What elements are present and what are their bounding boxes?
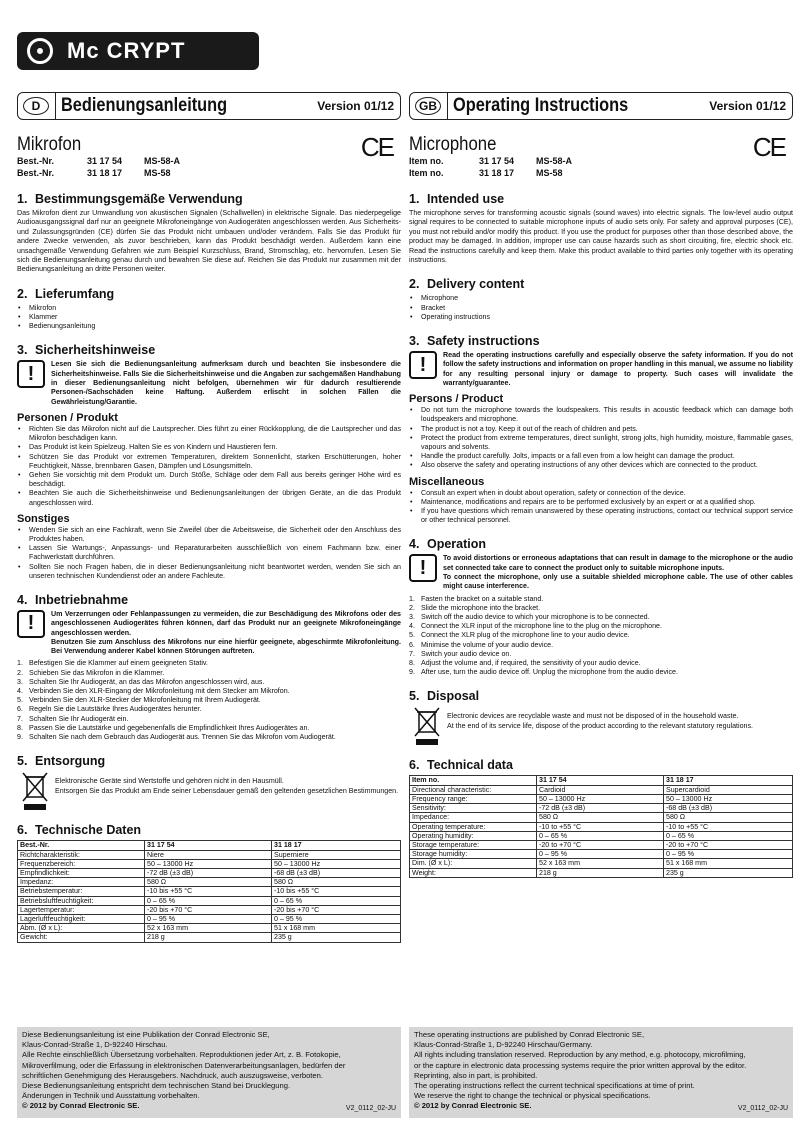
section-heading: 2. Lieferumfang (17, 286, 115, 301)
table-cell: 50 – 13000 Hz (537, 794, 664, 803)
table-cell: 580 Ω (145, 878, 272, 887)
intended-use-text: The microphone serves for transforming acoustic signals (sound waves) into electric signals. The low-level audio output signal requires to be connected to suitable microphone inputs of audio sets only. For safety and approval purposes (CE), you must not rebuild and/or modify this product. If you use the product for purposes other than those described above, the product may be damaged. In addition, improper use can cause hazards such as short circuiting, fire, electric shock etc. Read the instructions carefully and keep them. Make this product available to third parties only together with its operating instructions. (409, 209, 793, 265)
table-cell: 218 g (145, 933, 272, 942)
item-row: Item no. 31 17 54 MS-58-A (409, 156, 573, 166)
list-item: • Gehen Sie vorsichtig mit dem Produkt um. Durch Stöße, Schläge oder dem Fall aus bereits geringer Höhe wird es beschädigt. (17, 471, 401, 489)
section-heading: 2. Delivery content (409, 277, 525, 292)
table-header-row (410, 776, 793, 785)
section-heading: 1. Bestimmungsgemäße Verwendung (17, 192, 243, 206)
ce-mark-icon: CE (752, 132, 785, 162)
warning-icon: ! (409, 351, 437, 379)
copyright: © 2012 by Conrad Electronic SE. (22, 1101, 140, 1111)
list-item: • Maintenance, modifications and repairs are to be performed exclusively by an expert or at a qualified shop. (409, 498, 793, 507)
language-badge: D (23, 97, 49, 115)
table-cell: 580 Ω (272, 878, 401, 887)
table-cell: 51 x 168 mm (664, 859, 793, 868)
table-row (410, 840, 793, 849)
table-cell: 50 – 13000 Hz (272, 859, 401, 868)
table-cell: Dim. (Ø x L): (410, 859, 537, 868)
warning-box: ! Um Verzerrungen oder Fehlanpassungen zu vermeiden, die zur Beschädigung des Mikrofons oder des angeschlossenen Audiogerätes führen können, darf das Produkt nur an geeignete Mikrofoneingänge angeschlossen werden. Benutzen Sie zum Anschluss des Mikrofons nur eine hierfür geeignete, abgeschirmte Mikrofonleitung. Bei Verwendung anderer Kabel können Störungen auftreten. (17, 610, 401, 656)
operation-steps (409, 595, 793, 678)
table-cell: Frequenzbereich: (18, 859, 145, 868)
list-item: • If you have questions which remain unanswered by these operating instructions, contact our technical support service or other technical personnel. (409, 507, 793, 525)
table-cell: Operating humidity: (410, 831, 537, 840)
list-item: • The product is not a toy. Keep it out of the reach of children and pets. (409, 425, 793, 434)
table-cell: 580 Ω (664, 813, 793, 822)
table-cell: Superniere (272, 850, 401, 859)
list-item: • Bracket (409, 304, 793, 313)
table-cell: 235 g (272, 933, 401, 942)
table-cell: 0 – 95 % (145, 914, 272, 923)
table-cell: Empfindlichkeit: (18, 868, 145, 877)
list-item: 5. Connect the XLR plug of the microphone line to your audio device. (409, 631, 630, 640)
table-cell: -10 to +55 °C (537, 822, 664, 831)
crossed-bin-icon (21, 771, 49, 811)
warning-icon: ! (17, 610, 45, 638)
table-cell: 50 – 13000 Hz (145, 859, 272, 868)
table-cell: 0 – 95 % (537, 850, 664, 859)
table-cell: -10 bis +55 °C (272, 887, 401, 896)
table-row (18, 887, 401, 896)
table-cell: 31 17 54 (537, 776, 664, 785)
table-cell: Storage temperature: (410, 840, 537, 849)
header-title: Bedienungsanleitung (61, 95, 228, 116)
crossed-bin-icon (413, 706, 441, 746)
header-divider (447, 92, 448, 120)
table-cell: 31 18 17 (664, 776, 793, 785)
section-header (409, 92, 793, 120)
disposal-block: Electronic devices are recyclable waste and must not be disposed of in the household waste. At the end of its service life, dispose of the product according to the relevant statutory regulations. (409, 706, 793, 746)
table-cell: -20 to +70 °C (537, 840, 664, 849)
table-cell: Cardioid (537, 785, 664, 794)
table-cell: -10 bis +55 °C (145, 887, 272, 896)
table-cell: Niere (145, 850, 272, 859)
table-header-row (18, 841, 401, 850)
table-cell: Abm. (Ø x L): (18, 924, 145, 933)
item-row: Item no. 31 18 17 MS-58 (409, 168, 563, 178)
table-cell: Betriebstemperatur: (18, 887, 145, 896)
table-row (18, 850, 401, 859)
list-item: 8. Passen Sie die Lautstärke und gegebenenfalls die Empfindlichkeit Ihres Audiogerätes an. (17, 723, 310, 732)
list-item: 6. Regeln Sie die Lautstärke Ihres Audiogerätes herunter. (17, 705, 202, 714)
list-item: 2. Slide the microphone into the bracket. (409, 603, 541, 612)
section-heading: 1. Intended use (409, 192, 505, 206)
table-row (18, 924, 401, 933)
section-heading: 4. Operation (409, 537, 487, 552)
german-column (17, 92, 401, 943)
section-heading: 3. Sicherheitshinweise (17, 343, 156, 358)
table-row (18, 896, 401, 905)
table-cell: 52 x 163 mm (145, 924, 272, 933)
operation-steps (17, 659, 401, 742)
version-label: Version 01/12 (709, 99, 786, 113)
list-item: 8. Adjust the volume and, if required, the sensitivity of your audio device. (409, 659, 641, 668)
list-item: • Microphone (409, 294, 793, 303)
list-item: • Sollten Sie noch Fragen haben, die in dieser Bedienungsanleitung nicht beantwortet werden, wenden Sie sich an unseren technischen Kundendienst oder an andere Fachleute. (17, 563, 401, 581)
list-item: • Mikrofon (17, 304, 401, 313)
table-row (410, 850, 793, 859)
table-cell: Item no. (410, 776, 537, 785)
misc-list (409, 489, 793, 526)
table-cell: 0 – 65 % (145, 896, 272, 905)
table-row (18, 905, 401, 914)
list-item: • Richten Sie das Mikrofon nicht auf die Lautsprecher. Dies führt zu einer Rückkopplung, die die Lautsprecher und das Mikrofon beschädigen kann. (17, 425, 401, 443)
list-item: • Operating instructions (409, 313, 793, 322)
warning-box: ! Lesen Sie sich die Bedienungsanleitung aufmerksam durch und beachten Sie insbesondere die Sicherheitshinweise. Falls Sie die Sicherheitshinweise und die Angaben zur sachgemäßen Handhabung in dieser Bedienungsanleitung nicht befolgen, übernehmen wir für dadurch resultierende Personen-/Sachschäden keine Haftung. Außerdem erlischt in solchen Fällen die Gewährleistung/Garantie. (17, 360, 401, 406)
list-item: • Bedienungsanleitung (17, 322, 401, 331)
table-cell: -20 bis +70 °C (145, 905, 272, 914)
table-cell: Lagerluftfeuchtigkeit: (18, 914, 145, 923)
list-item: • Das Produkt ist kein Spielzeug. Halten Sie es von Kindern und Haustieren fern. (17, 443, 401, 452)
table-cell: 0 – 65 % (272, 896, 401, 905)
table-cell: 218 g (537, 868, 664, 877)
table-cell: Directional characteristic: (410, 785, 537, 794)
subheading: Personen / Produkt (17, 411, 118, 424)
table-cell: -72 dB (±3 dB) (537, 804, 664, 813)
english-column (409, 92, 793, 878)
safety-list (17, 425, 401, 508)
section-heading: 6. Technische Daten (17, 823, 142, 838)
table-cell: Lagertemperatur: (18, 905, 145, 914)
version-label: Version 01/12 (317, 99, 394, 113)
list-item: • Protect the product from extreme temperatures, direct sunlight, strong jolts, high humidity, moisture, flammable gases, vapours and solvents. (409, 434, 793, 452)
list-item: • Do not turn the microphone towards the loudspeakers. This results in acoustic feedback which can damage both loudspeakers and microphone. (409, 406, 793, 424)
header-title: Operating Instructions (453, 95, 629, 116)
table-cell: 31 17 54 (145, 841, 272, 850)
list-item: 5. Verbinden Sie den XLR-Stecker der Mikrofonleitung mit Ihrem Audiogerät. (17, 696, 261, 705)
list-item: • Wenden Sie sich an eine Fachkraft, wenn Sie Zweifel über die Arbeitsweise, die Sicherheit oder den Anschluss des Produktes haben. (17, 526, 401, 544)
document-code: V2_0112_02-JU (737, 1104, 788, 1112)
table-cell: 0 – 65 % (664, 831, 793, 840)
technical-data-table (409, 775, 793, 877)
table-cell: Storage humidity: (410, 850, 537, 859)
warning-box: ! Read the operating instructions carefully and especially observe the safety information. If you do not follow the safety instructions and information on proper handling in this manual, we assume no liability for any resulting personal injury or damage to property. Such cases will invalidate the warranty/guarantee. (409, 351, 793, 388)
section-heading: 3. Safety instructions (409, 334, 540, 349)
section-heading: 4. Inbetriebnahme (17, 592, 129, 607)
technical-data-table (17, 840, 401, 942)
list-item: • Beachten Sie auch die Sicherheitshinweise und Bedienungsanleitungen der übrigen Geräte, an die das Produkt angeschlossen wird. (17, 489, 401, 507)
list-item: • Lassen Sie Wartungs-, Anpassungs- und Reparaturarbeiten ausschließlich von einem Fachmann bzw. einer Fachwerkstatt durchführen. (17, 544, 401, 562)
list-item: 3. Switch off the audio device to which your microphone is to be connected. (409, 613, 650, 622)
publisher-footer: Diese Bedienungsanleitung ist eine Publikation der Conrad Electronic SE, Klaus-Conrad-Straße 1, D-92240 Hirschau. Alle Rechte einschließlich Übersetzung vorbehalten. Reproduktionen jeder Art, z. B. Fotokopie, Mikroverfilmung, oder die Erfassung in elektronischen Datenverarbeitungsanlagen, bedürfen der schriftlichen Genehmigung des Herausgebers. Nachdruck, auch auszugsweise, verboten. Diese Bedienungsanleitung entspricht dem technischen Stand bei Drucklegung. Änderungen in Technik und Ausstattung vorbehalten. © 2012 by Conrad Electronic SE. V2_0112_02-JU (17, 1027, 401, 1118)
table-cell: 51 x 168 mm (272, 924, 401, 933)
list-item: 6. Minimise the volume of your audio device. (409, 640, 554, 649)
table-cell: 0 – 95 % (272, 914, 401, 923)
brand-logo (17, 32, 259, 70)
table-row (410, 822, 793, 831)
subheading: Persons / Product (409, 393, 504, 406)
table-cell: Richtcharakteristik: (18, 850, 145, 859)
misc-list (17, 526, 401, 581)
list-item: 9. After use, turn the audio device off. Unplug the microphone from the audio device. (409, 668, 678, 677)
delivery-list (409, 294, 793, 322)
section-heading: 5. Entsorgung (17, 754, 106, 769)
item-row: Best.-Nr. 31 18 17 MS-58 (17, 168, 171, 178)
subheading: Miscellaneous (409, 475, 485, 488)
list-item: 3. Schalten Sie Ihr Audiogerät, an das das Mikrofon angeschlossen wird, aus. (17, 677, 265, 686)
table-cell: 235 g (664, 868, 793, 877)
table-cell: Gewicht: (18, 933, 145, 942)
subheading: Sonstiges (17, 512, 70, 525)
table-row (410, 794, 793, 803)
list-item: 7. Switch your audio device on. (409, 649, 512, 658)
warning-icon: ! (17, 360, 45, 388)
list-item: 4. Verbinden Sie den XLR-Eingang der Mikrofonleitung mit dem Stecker am Mikrofon. (17, 687, 290, 696)
list-item: • Consult an expert when in doubt about operation, safety or connection of the device. (409, 489, 793, 498)
table-row (18, 914, 401, 923)
item-row: Best.-Nr. 31 17 54 MS-58-A (17, 156, 181, 166)
warning-icon: ! (409, 554, 437, 582)
table-cell: -20 bis +70 °C (272, 905, 401, 914)
table-row (18, 933, 401, 942)
table-cell: Supercardioid (664, 785, 793, 794)
safety-list (409, 406, 793, 470)
list-item: 1. Fasten the bracket on a suitable stand. (409, 594, 544, 603)
language-badge: GB (415, 97, 441, 115)
list-item: 2. Schieben Sie das Mikrofon in die Klammer. (17, 668, 165, 677)
list-item: • Handle the product carefully. Jolts, impacts or a fall even from a low height can damage the product. (409, 452, 793, 461)
table-cell: Frequency range: (410, 794, 537, 803)
table-row (18, 868, 401, 877)
table-row (410, 868, 793, 877)
table-row (410, 785, 793, 794)
table-row (410, 804, 793, 813)
table-row (410, 859, 793, 868)
table-cell: Impedance: (410, 813, 537, 822)
table-cell: 31 18 17 (272, 841, 401, 850)
table-cell: -68 dB (±3 dB) (664, 804, 793, 813)
section-heading: 6. Technical data (409, 758, 513, 773)
product-title: Mikrofon (17, 134, 82, 155)
table-cell: -20 to +70 °C (664, 840, 793, 849)
copyright: © 2012 by Conrad Electronic SE. (414, 1101, 532, 1111)
intended-use-text: Das Mikrofon dient zur Umwandlung von akustischen Signalen (Schallwellen) in elektrische Signale. Das niederpegelige Audioausgangssignal darf nur an geeignete Mikrofoneingänge von Audiogeräten angeschlossen werden. Aus Sicherheits- und Zulassungsgründen (CE) dürfen Sie das Produkt nicht umbauen und/oder verändern. Falls Sie das Produkt für andere Zwecke verwenden, als zuvor beschrieben, kann das Produkt beschädigt werden. Außerdem kann eine unsachgemäße Verwendung Gefahren wie zum Beispiel Kurzschluss, Brand, Stromschlag, etc. hervorrufen. Lesen Sie sich die Bedienungsanleitung genau durch und bewahren Sie diese auf. Reichen Sie das Produkt nur zusammen mit der Bedienungsanleitung an dritte Personen weiter. (17, 209, 401, 274)
list-item: • Schützen Sie das Produkt vor extremen Temperaturen, direktem Sonnenlicht, starken Erschütterungen, hoher Feuchtigkeit, Nässe, brennbaren Gasen, Dämpfen und Lösungsmitteln. (17, 453, 401, 471)
table-cell: Sensitivity: (410, 804, 537, 813)
section-header (17, 92, 401, 120)
table-cell: Best.-Nr. (18, 841, 145, 850)
ce-mark-icon: CE (360, 132, 393, 162)
document-code: V2_0112_02-JU (345, 1104, 396, 1112)
product-title: Microphone (409, 134, 497, 155)
table-cell: Betriebsluftfeuchtigkeit: (18, 896, 145, 905)
list-item: 4. Connect the XLR input of the microphone line to the plug on the microphone. (409, 622, 662, 631)
table-row (410, 813, 793, 822)
delivery-list (17, 304, 401, 332)
list-item: 1. Befestigen Sie die Klammer auf einem geeigneten Stativ. (17, 659, 208, 668)
section-heading: 5. Disposal (409, 689, 480, 704)
table-cell: 0 – 65 % (537, 831, 664, 840)
table-cell: Operating temperature: (410, 822, 537, 831)
disposal-block: Elektronische Geräte sind Wertstoffe und gehören nicht in den Hausmüll. Entsorgen Sie das Produkt am Ende seiner Lebensdauer gemäß den geltenden gesetzlichen Bestimmungen. (17, 771, 401, 811)
table-cell: 0 – 95 % (664, 850, 793, 859)
brand-mark-icon (27, 38, 53, 64)
table-cell: 580 Ω (537, 813, 664, 822)
warning-box: ! To avoid distortions or erroneous adaptations that can result in damage to the microphone or the audio set connected take care to connect the product only to suitable microphone inputs. To connect the microphone, only use a suitable shielded microphone cable. The use of other cables might cause interference. (409, 554, 793, 591)
list-item: 7. Schalten Sie Ihr Audiogerät ein. (17, 714, 129, 723)
header-divider (55, 92, 56, 120)
list-item: • Klammer (17, 313, 401, 322)
table-cell: -68 dB (±3 dB) (272, 868, 401, 877)
table-cell: -72 dB (±3 dB) (145, 868, 272, 877)
list-item: 9. Schalten Sie nach dem Gebrauch das Audiogerät aus. Trennen Sie das Mikrofon vom Audiogerät. (17, 733, 336, 742)
list-item: • Also observe the safety and operating instructions of any other devices which are connected to the product. (409, 461, 793, 470)
table-row (18, 859, 401, 868)
table-row (410, 831, 793, 840)
publisher-footer: These operating instructions are published by Conrad Electronic SE, Klaus-Conrad-Straße 1, D-92240 Hirschau/Germany. All rights including translation reserved. Reproduction by any method, e.g. photocopy, microfilming, or the capture in electronic data processing systems require the prior written approval by the editor. Reprinting, also in part, is prohibited. The operating instructions reflect the current technical specifications at time of print. We reserve the right to change the technical or physical specifications. © 2012 by Conrad Electronic SE. V2_0112_02-JU (409, 1027, 793, 1118)
brand-name: Mc CRYPT (67, 38, 186, 63)
table-cell: 52 x 163 mm (537, 859, 664, 868)
table-row (18, 878, 401, 887)
table-cell: -10 to +55 °C (664, 822, 793, 831)
table-cell: Weight: (410, 868, 537, 877)
table-cell: 50 – 13000 Hz (664, 794, 793, 803)
table-cell: Impedanz: (18, 878, 145, 887)
